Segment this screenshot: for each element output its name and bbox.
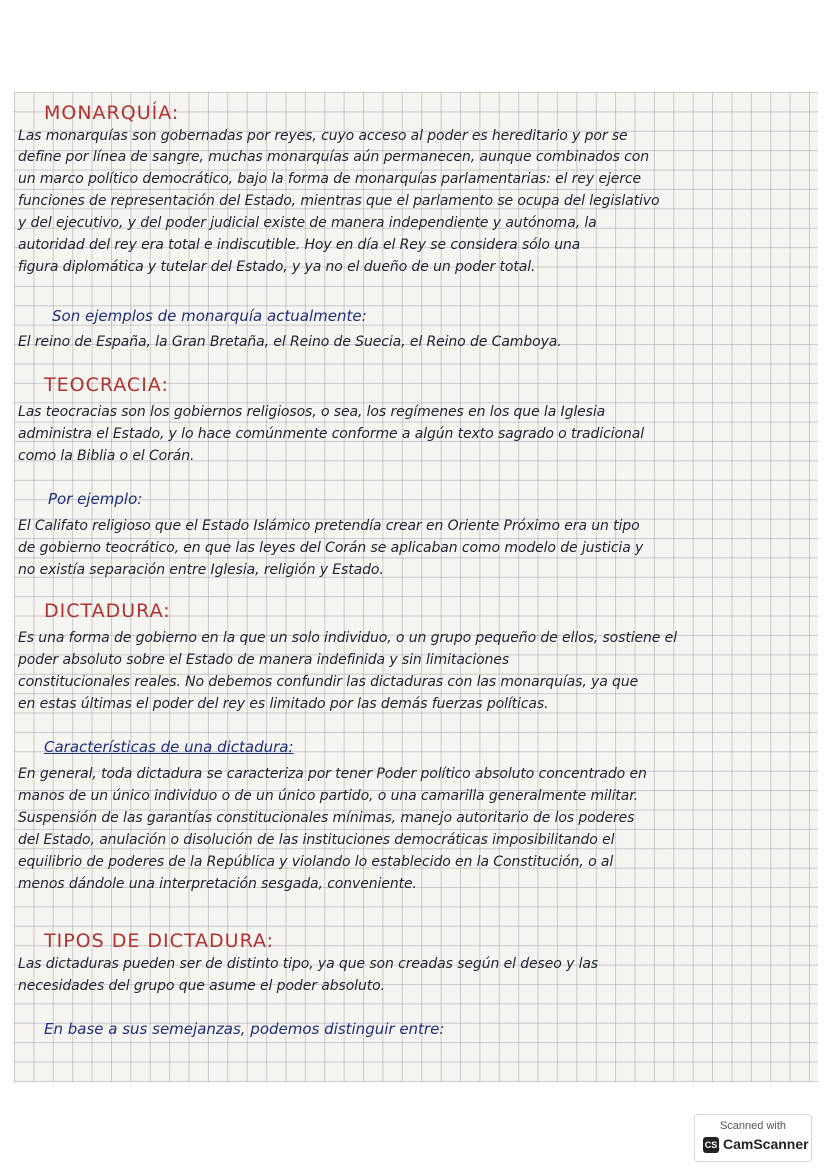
- tipos-closing: En base a sus semejanzas, podemos distinguir entre:: [44, 1020, 445, 1038]
- tipos-line: Las dictaduras pueden ser de distinto tipo, ya que son creadas según el deseo y las: [18, 956, 599, 972]
- monarquia-line: define por línea de sangre, muchas monarquías aún permanecen, aunque combinados con: [18, 149, 649, 165]
- camscanner-logo-icon: CS: [703, 1137, 719, 1153]
- tipos-line: necesidades del grupo que asume el poder absoluto.: [18, 978, 385, 994]
- dictadura-feature-line: del Estado, anulación o disolución de las instituciones democráticas imposibilitando el: [18, 832, 615, 848]
- scanner-caption: Scanned with: [719, 1120, 787, 1132]
- monarquia-examples-line: El reino de España, la Gran Bretaña, el Reino de Suecia, el Reino de Camboya.: [18, 334, 562, 350]
- teocracia-line: administra el Estado, y lo hace comúnmente conforme a algún texto sagrado o tradicional: [18, 426, 644, 442]
- monarquia-line: y del ejecutivo, y del poder judicial existe de manera independiente y autónoma, la: [18, 215, 597, 231]
- dictadura-feature-line: Suspensión de las garantías constitucionales mínimas, manejo autoritario de los poderes: [18, 810, 635, 826]
- dictadura-features-heading: Características de una dictadura:: [44, 738, 294, 756]
- teocracia-line: Las teocracias son los gobiernos religiosos, o sea, los regímenes en los que la Iglesia: [18, 404, 606, 420]
- monarquia-line: Las monarquías son gobernadas por reyes, cuyo acceso al poder es hereditario y por se: [18, 128, 628, 144]
- teocracia-title: TEOCRACIA:: [44, 374, 169, 396]
- monarquia-line: un marco político democrático, bajo la forma de monarquías parlamentarias: el rey ejerce: [18, 171, 642, 187]
- dictadura-feature-line: manos de un único individuo o de un único partido, o una camarilla generalmente militar.: [18, 788, 638, 804]
- dictadura-feature-line: equilibrio de poderes de la República y violando lo establecido en la Constitución, o al: [18, 854, 614, 870]
- dictadura-line: en estas últimas el poder del rey es limitado por las demás fuerzas políticas.: [18, 696, 549, 712]
- monarquia-line: figura diplomática y tutelar del Estado, y ya no el dueño de un poder total.: [18, 259, 536, 275]
- monarquia-title: MONARQUÍA:: [44, 102, 180, 124]
- teocracia-example-line: no existía separación entre Iglesia, religión y Estado.: [18, 562, 384, 578]
- dictadura-feature-line: En general, toda dictadura se caracteriza por tener Poder político absoluto concentrado en: [18, 766, 647, 782]
- teocracia-example-line: de gobierno teocrático, en que las leyes del Corán se aplicaban como modelo de justicia y: [18, 540, 644, 556]
- monarquia-line: funciones de representación del Estado, mientras que el parlamento se ocupa del legislativo: [18, 193, 660, 209]
- dictadura-line: poder absoluto sobre el Estado de manera indefinida y sin limitaciones: [18, 652, 510, 668]
- camscanner-watermark: [694, 1114, 812, 1162]
- scanner-brand: CamScanner: [723, 1136, 809, 1152]
- tipos-title: TIPOS DE DICTADURA:: [44, 930, 275, 952]
- dictadura-title: DICTADURA:: [44, 600, 171, 622]
- teocracia-example-heading: Por ejemplo:: [48, 490, 143, 508]
- monarquia-line: autoridad del rey era total e indiscutible. Hoy en día el Rey se considera sólo una: [18, 237, 581, 253]
- dictadura-line: Es una forma de gobierno en la que un solo individuo, o un grupo pequeño de ellos, sostiene el: [18, 630, 677, 646]
- teocracia-line: como la Biblia o el Corán.: [18, 448, 195, 464]
- monarquia-examples-heading: Son ejemplos de monarquía actualmente:: [52, 307, 367, 325]
- dictadura-feature-line: menos dándole una interpretación sesgada, conveniente.: [18, 876, 417, 892]
- dictadura-line: constitucionales reales. No debemos confundir las dictaduras con las monarquías, ya que: [18, 674, 639, 690]
- teocracia-example-line: El Califato religioso que el Estado Islámico pretendía crear en Oriente Próximo era un tipo: [18, 518, 640, 534]
- notebook-page: [14, 92, 818, 1082]
